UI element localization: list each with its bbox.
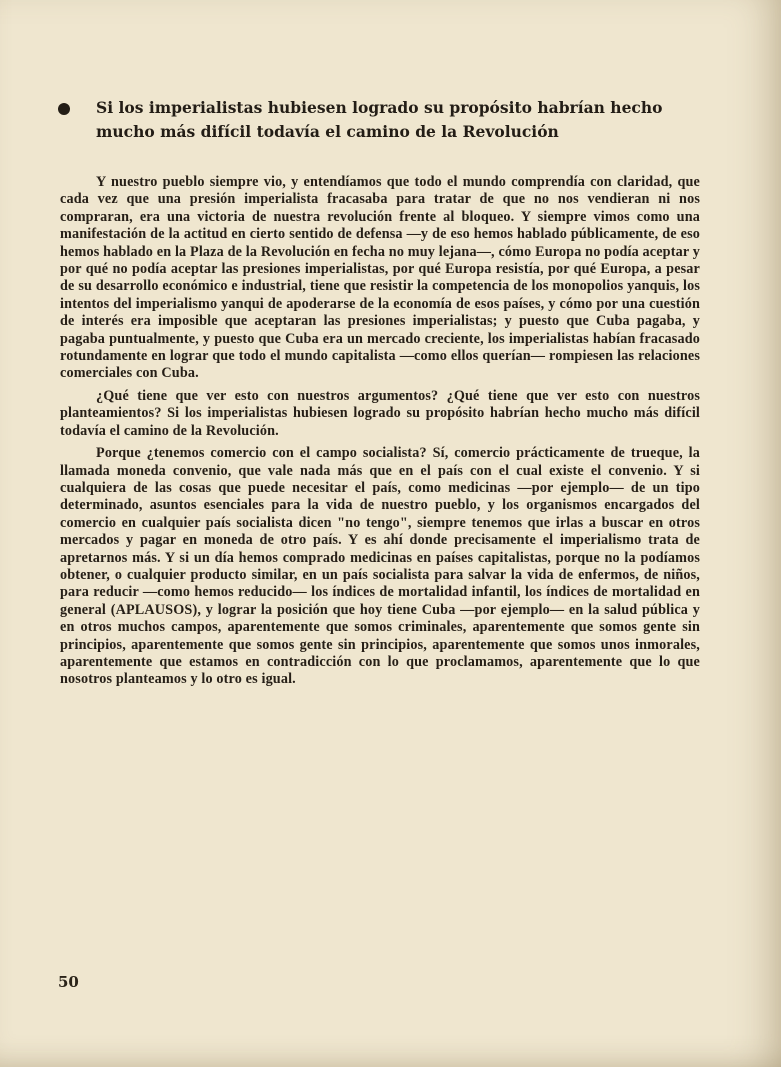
paragraph: Y nuestro pueblo siempre vio, y entendíamos que todo el mundo comprendía con claridad, que cada vez que una presión imperialista fracasaba para tratar de que no nos vendieran ni nos compraran, era una victoria de nuestra revolución frente al bloqueo. Y siempre vimos como una manifestación de la actitud en cierto sentido de defensa —y de eso hemos hablado públicamente, de eso hemos hablado en la Plaza de la Revolución en fecha no muy lejana—, cómo Europa no podía aceptar y por qué no podía aceptar las presiones imperialistas, por qué Europa resistía, por qué Europa, a pesar de su desarrollo económico e industrial, tiene que resistir la competencia de los monopolios yanquis, los intentos del imperialismo yanqui de apoderarse de la economía de esos países, y cómo por una cuestión de interés era imposible que aceptaran las presiones imperialistas; y puesto que Cuba pagaba, y pagaba puntualmente, y puesto que Cuba era un mercado creciente, los imperialistas habían fracasado rotundamente en lograr que todo el mundo capitalista —como ellos querían— rompiesen las relaciones comerciales con Cuba. bbox=[60, 174, 700, 382]
section-heading bbox=[58, 96, 708, 144]
bullet-icon bbox=[58, 103, 70, 115]
paragraph: ¿Qué tiene que ver esto con nuestros argumentos? ¿Qué tiene que ver esto con nuestros planteamientos? Si los imperialistas hubiesen logrado su propósito habrían hecho mucho más difícil todavía el camino de la Revolución. bbox=[60, 387, 700, 439]
page-number: 50 bbox=[58, 973, 79, 991]
heading-text: Si los imperialistas hubiesen logrado su propósito habrían hecho mucho más difícil todavía el camino de la Revolución bbox=[96, 98, 663, 141]
body-text bbox=[60, 174, 700, 689]
paragraph: Porque ¿tenemos comercio con el campo socialista? Sí, comercio prácticamente de trueque, la llamada moneda convenio, que vale nada más que en el país con el cual existe el convenio. Y si cualquiera de las cosas que puede necesitar el país, como medicinas —por ejemplo— de un tipo determinado, asuntos esenciales para la vida de nuestro pueblo, y los organismos encargados del comercio en cualquier país socialista dicen "no tengo", siempre tenemos que irlas a buscar en otros mercados y pagar en moneda de otro país. Y es ahí donde precisamente el imperialismo trata de apretarnos más. Y si un día hemos comprado medicinas en países capitalistas, porque no la podíamos obtener, o cualquier producto similar, en un país socialista para salvar la vida de enfermos, de niños, para reducir —como hemos reducido— los índices de mortalidad infantil, los índices de mortalidad en general (APLAUSOS), y lograr la posición que hoy tiene Cuba —por ejemplo— en la salud pública y en otros muchos campos, aparentemente que somos criminales, aparentemente que somos gente sin principios, aparentemente que somos gente sin principios, aparentemente que somos unos inmorales, aparentemente que estamos en contradicción con lo que proclamamos, aparentemente que lo que nosotros planteamos y lo otro es igual. bbox=[60, 445, 700, 688]
